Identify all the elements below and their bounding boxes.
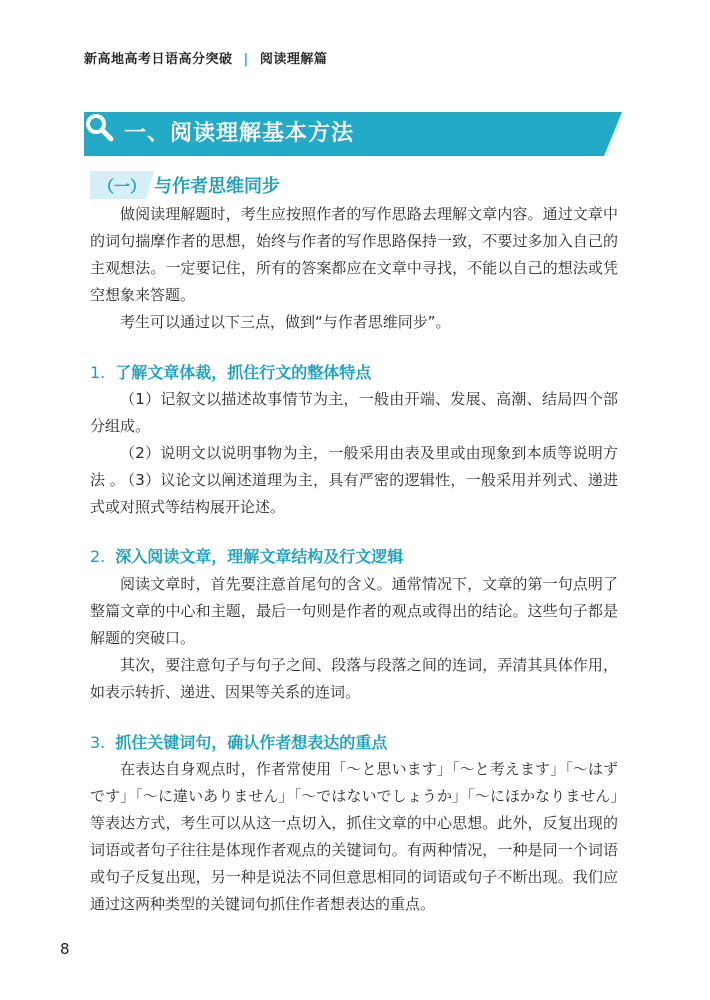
page-number: 8	[60, 940, 70, 958]
section-title: 一、阅读理解基本方法	[124, 121, 355, 146]
point-heading	[90, 730, 387, 753]
point-paragraph: 其次，要注意句子与句子之间、段落与段落之间的连词，弄清其具体作用，如表示转折、递进、因果等关系的连词。	[90, 656, 618, 701]
point-number: 2.	[90, 547, 106, 566]
header-section-name: 阅读理解篇	[259, 52, 328, 67]
point-title: 了解文章体裁，抓住行文的整体特点	[115, 363, 372, 382]
header-separator: |	[243, 52, 249, 67]
section-banner	[84, 112, 622, 156]
intro-paragraph: 考生可以通过以下三点，做到“与作者思维同步”。	[120, 313, 451, 331]
point-number: 1.	[90, 363, 106, 382]
search-icon	[84, 112, 114, 142]
point-heading	[90, 544, 403, 567]
point-paragraph: 阅读文章时，首先要注意首尾句的含义。通常情况下，文章的第一句点明了整篇文章的中心和主题，最后一句则是作者的观点或得出的结论。这些句子都是解题的突破口。	[90, 575, 618, 647]
point-title: 深入阅读文章，理解文章结构及行文逻辑	[115, 547, 404, 566]
point-heading	[90, 360, 371, 383]
subsection-tag: （一）	[97, 177, 146, 196]
point-paragraph: （3）议论文以阐述道理为主，具有严密的逻辑性，一般采用并列式、递进式或对照式等结构展开论述。	[90, 471, 618, 516]
point-number: 3.	[90, 733, 106, 752]
point-paragraph: （2）说明文以说明事物为主，一般采用由表及里或由现象到本质等说明方法 。	[90, 444, 618, 489]
point-paragraph: （1）记叙文以描述故事情节为主，一般由开端、发展、高潮、结局四个部分组成。	[90, 390, 618, 435]
point-title: 抓住关键词句，确认作者想表达的重点	[115, 733, 388, 752]
subsection-title: 与作者思维同步	[154, 176, 280, 197]
point-paragraph: 在表达自身观点时，作者常使用「～と思います」「～と考えます」「～はずです」「～に違いありません」「～ではないでしょうか」「～にほかなりません」等表达方式，考生可以从这一点切入，抓住文章的中心思想。此外，反复出现的词语或者句子往往是体现作者观点的关键词句。有两种情况，一种是同一个词语或句子反复出现，另一种是说法不同但意思相同的词语或句子不断出现。我们应通过这两种类型的关键词句抓住作者想表达的重点。	[90, 760, 618, 913]
running-header	[84, 48, 327, 67]
intro-paragraph: 做阅读理解题时，考生应按照作者的写作思路去理解文章内容。通过文章中的词句揣摩作者的思想，始终与作者的写作思路保持一致，不要过多加入自己的主观想法。一定要记住，所有的答案都应在文章中寻找，不能以自己的想法或凭空想象来答题。	[90, 205, 618, 304]
book-title: 新高地高考日语高分突破	[84, 52, 233, 67]
